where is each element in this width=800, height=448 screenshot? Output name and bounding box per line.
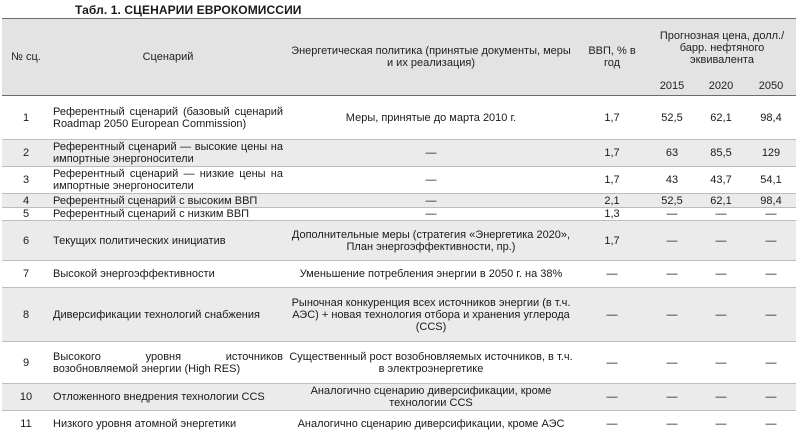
row-price-2015: —	[666, 356, 678, 369]
row-num: 2	[2, 140, 50, 167]
row-price-2015: 52,5	[661, 111, 683, 124]
row-scenario: Отложенного внедрения технологии CCS	[50, 384, 286, 411]
row-price-2050: —	[746, 221, 796, 261]
table-row	[2, 140, 796, 167]
table-row	[2, 342, 796, 384]
row-gdp: 1,7	[576, 221, 648, 261]
row-num: 4	[2, 194, 50, 208]
table-row	[2, 288, 796, 342]
header-year-2015: 2015	[648, 77, 696, 96]
row-scenario: Референтный сценарий — высокие цены на импортные энергоносители	[50, 140, 286, 167]
row-gdp: —	[576, 288, 648, 342]
row-price-2050: 129	[746, 140, 796, 167]
row-scenario: Референтный сценарий с низким ВВП	[53, 208, 250, 220]
row-price-2020: —	[696, 384, 746, 411]
row-scenario: Текущих политических инициатив	[50, 221, 286, 261]
row-price-2015: 63	[648, 140, 696, 167]
header-policy: Энергетическая политика (принятые документы, меры и их реализация)	[286, 19, 576, 96]
row-gdp: 2,1	[576, 194, 648, 208]
row-scenario: Диверсификации технологий снабжения	[50, 288, 286, 342]
table-row	[2, 208, 796, 221]
table-row	[2, 384, 796, 411]
row-gdp: —	[606, 268, 618, 280]
row-policy: Рыночная конкуренция всех источников энергии (в т.ч. АЭС) + новая технология отбора и хранения углерода (CCS)	[286, 288, 576, 342]
row-num: 3	[22, 174, 30, 186]
row-price-2020: —	[696, 221, 746, 261]
row-num: 5	[22, 208, 30, 220]
row-gdp: 1,7	[604, 111, 620, 124]
row-num: 8	[2, 288, 50, 342]
row-price-2050: 98,4	[746, 194, 796, 208]
table-row	[2, 411, 796, 437]
row-policy: Дополнительные меры (стратегия «Энергетика 2020», План энергоэффективности, пр.)	[286, 221, 576, 261]
row-gdp: —	[606, 356, 618, 369]
table-header	[2, 19, 796, 96]
row-price-2050: 98,4	[760, 111, 782, 124]
row-price-2020: 43,7	[710, 174, 732, 186]
row-price-2050: —	[765, 417, 777, 430]
row-price-2020: —	[715, 208, 727, 220]
header-year-2050: 2050	[746, 77, 796, 96]
row-price-2015: —	[666, 268, 678, 280]
row-price-2050: 54,1	[760, 174, 782, 186]
table-row	[2, 167, 796, 194]
row-price-2015: 52,5	[648, 194, 696, 208]
row-num: 11	[20, 417, 32, 430]
row-policy: —	[425, 208, 437, 220]
row-price-2020: 85,5	[696, 140, 746, 167]
row-gdp: 1,7	[576, 140, 648, 167]
row-policy: Аналогично сценарию диверсификации, кроме АЭС	[297, 417, 565, 430]
row-scenario: Референтный сценарий — низкие цены на импортные энергоносители	[53, 168, 283, 192]
row-price-2020: —	[696, 288, 746, 342]
row-gdp: —	[606, 417, 618, 430]
row-num: 10	[2, 384, 50, 411]
row-policy: Меры, принятые до марта 2010 г.	[345, 111, 517, 124]
scenarios-table	[2, 18, 796, 437]
row-price-2020: —	[715, 268, 727, 280]
row-policy: —	[286, 194, 576, 208]
table-title: Табл. 1. СЦЕНАРИИ ЕВРОКОМИССИИ	[75, 3, 302, 17]
row-gdp: 1,3	[604, 208, 620, 220]
row-price-2015: —	[666, 417, 678, 430]
row-price-2020: —	[715, 356, 727, 369]
row-price-2050: —	[746, 288, 796, 342]
row-price-2015: —	[648, 288, 696, 342]
row-price-2050: —	[765, 208, 777, 220]
row-price-2015: 43	[665, 174, 679, 186]
row-num: 9	[22, 356, 30, 369]
row-price-2050: —	[746, 384, 796, 411]
row-gdp: —	[576, 384, 648, 411]
row-policy: Уменьшение потребления энергии в 2050 г. на 38%	[299, 268, 563, 280]
row-price-2015: —	[648, 384, 696, 411]
row-policy: Аналогично сценарию диверсификации, кроме технологии CCS	[286, 384, 576, 411]
row-num: 7	[22, 268, 30, 280]
header-price-group: Прогнозная цена, долл./барр. нефтяного эквивалента	[648, 19, 796, 78]
row-policy: Существенный рост возобновляемых источников, в т.ч. в электроэнергетике	[289, 350, 573, 375]
row-price-2050: —	[765, 268, 777, 280]
row-scenario: Высокой энергоэффективности	[53, 268, 215, 280]
row-scenario: Низкого уровня атомной энергетики	[53, 417, 237, 430]
row-scenario: Референтный сценарий (базовый сценарий Roadmap 2050 European Commission)	[53, 105, 283, 130]
row-price-2015: —	[666, 208, 678, 220]
table-row	[2, 261, 796, 288]
row-price-2020: —	[715, 417, 727, 430]
row-scenario: Высокого уровня источников возобновляемой энергии (High RES)	[53, 350, 283, 375]
table-row	[2, 194, 796, 208]
table-row	[2, 96, 796, 140]
row-scenario: Референтный сценарий с высоким ВВП	[50, 194, 286, 208]
row-policy: —	[425, 174, 437, 186]
header-num: № сц.	[2, 19, 50, 96]
row-price-2015: —	[648, 221, 696, 261]
header-scenario: Сценарий	[50, 19, 286, 96]
row-price-2020: 62,1	[696, 194, 746, 208]
row-gdp: 1,7	[604, 174, 620, 186]
row-price-2020: 62,1	[710, 111, 732, 124]
row-num: 6	[2, 221, 50, 261]
header-year-2020: 2020	[696, 77, 746, 96]
row-policy: —	[286, 140, 576, 167]
table-body	[2, 96, 796, 437]
table-row	[2, 221, 796, 261]
header-gdp: ВВП, % в год	[576, 19, 648, 96]
row-num: 1	[22, 111, 30, 124]
row-price-2050: —	[765, 356, 777, 369]
